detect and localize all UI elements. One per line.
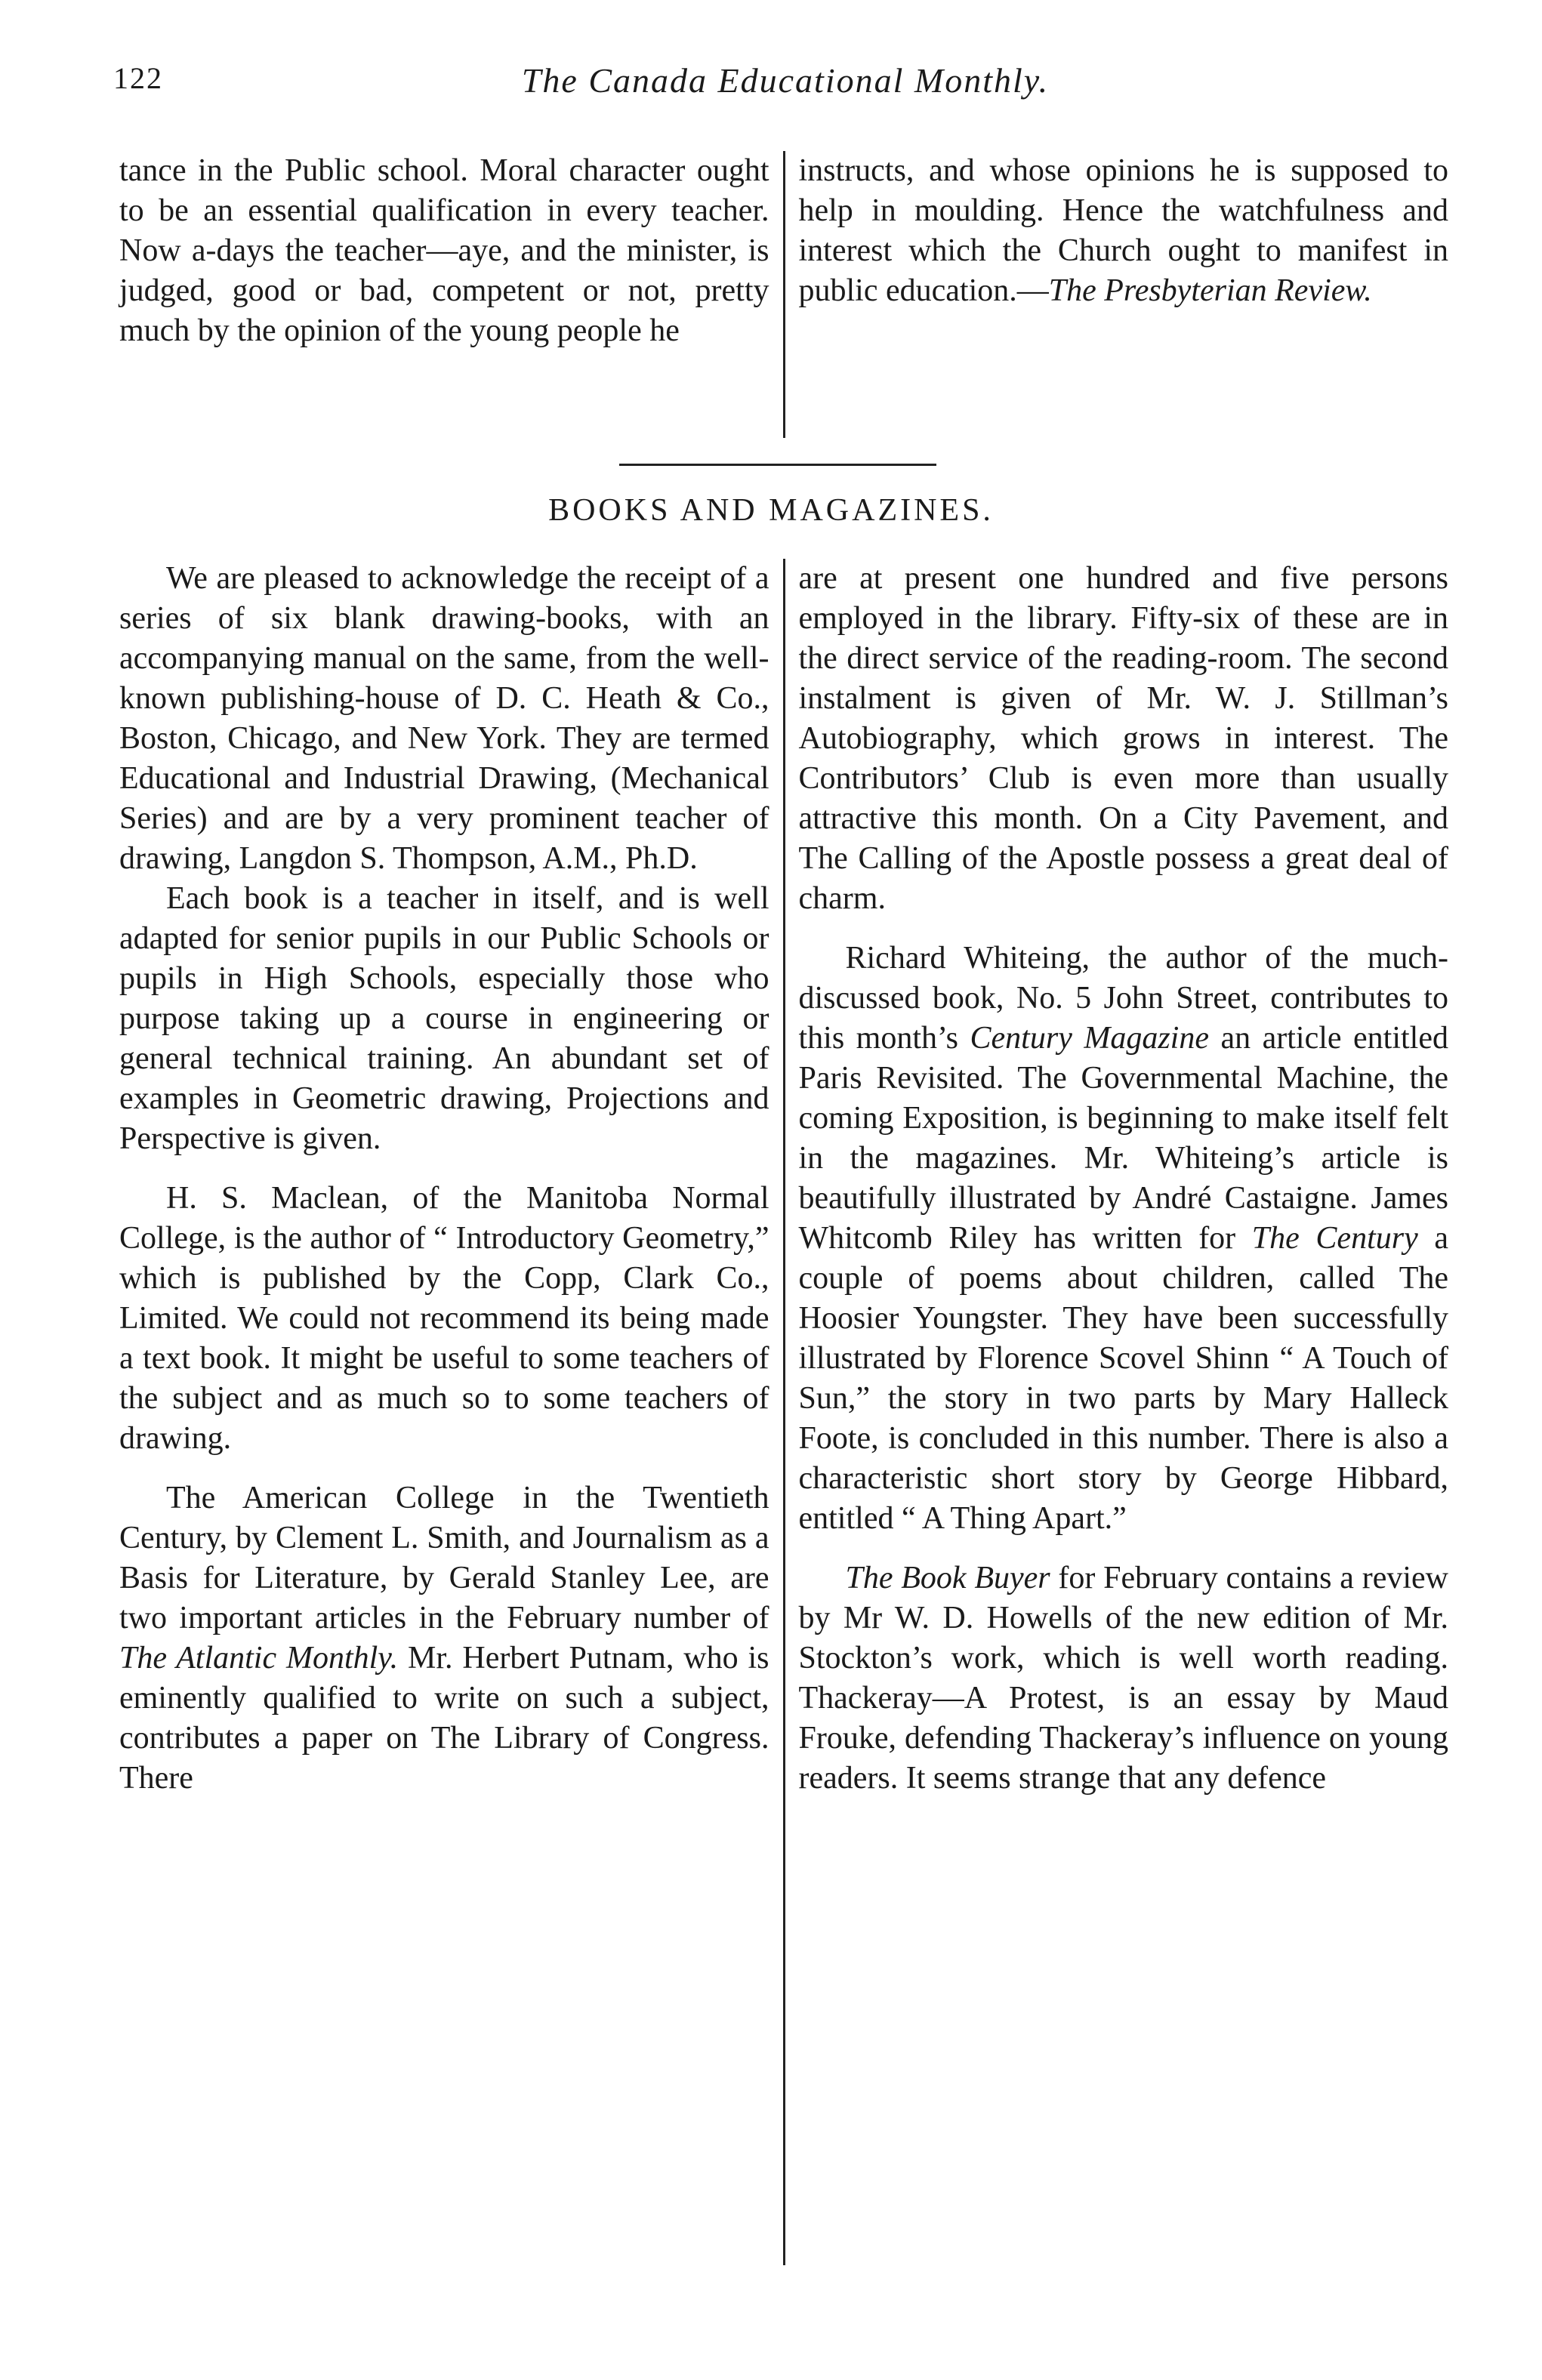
right-paragraph-3 xyxy=(799,1558,1449,1799)
right-column xyxy=(785,559,1449,2265)
left-paragraph-1: We are pleased to acknowledge the receipt of a series of six blank drawing-books, with an accompanying manual on the same, from the well-known publishing-house of D. C. Heath & Co., Boston, Chicago, and New York. They are termed Educational and Industrial Drawing, (Mechanical Series) and are by a very prominent teacher of drawing, Langdon S. Thompson, A.M., Ph.D. xyxy=(119,561,769,876)
right-p2-title-2: The Century xyxy=(1251,1221,1418,1256)
left-column xyxy=(119,559,783,2265)
section-divider xyxy=(619,464,936,466)
right-p2-text-b: an article entitled Paris Revisited. The Governmental Machine, the coming Exposition, is beginning to make itself felt in the magazines. Mr. Whiteing’s article is beautifully illustrated by André Castaigne. James Whitcomb Riley has written for xyxy=(798,1021,1448,1256)
top-columns xyxy=(119,151,1448,438)
top-right-text: instructs, and whose opinions he is supposed to help in moulding. Hence the watchfulness and interest which the Church ought to manifest in public education.— xyxy=(798,153,1448,308)
left-p4-title: The Atlantic Monthly. xyxy=(119,1641,399,1676)
body-columns xyxy=(119,559,1448,2265)
right-p3-text: for February contains a review by Mr W. D. Howells of the new edition of Mr. Stockton’s work, which is well worth reading. Thackeray—A Protest, is an essay by Maud Frouke, defending Thackeray’s influence on young readers. It seems strange that any defence xyxy=(798,1561,1448,1796)
section-title: BOOKS AND MAGAZINES. xyxy=(548,493,994,528)
page-header xyxy=(113,60,1457,113)
left-paragraph-4 xyxy=(119,1478,769,1799)
right-p2-text-c: a couple of poems about children, called The Hoosier Youngster. They have been successfully illustrated by Florence Scovel Shinn “ A Touch of Sun,” the story in two parts by Mary Halleck Foote, is concluded in this number. There is also a characteristic short story by George Hibbard, entitled “ A Thing Apart.” xyxy=(798,1221,1448,1536)
left-paragraph-3: H. S. Maclean, of the Manitoba Normal College, is the author of “ Introductory Geometry,” which is published by the Copp, Clark Co., Limited. We could not recommend its being made a text book. It might be useful to some teachers of the subject and as much so to some teachers of drawing. xyxy=(119,1181,769,1456)
top-right-column xyxy=(785,151,1449,438)
left-paragraph-2: Each book is a teacher in itself, and is well adapted for senior pupils in our Public Schools or pupils in High Schools, especially those who purpose taking up a course in engineering or general technical training. An abundant set of examples in Geometric drawing, Projections and Perspective is given. xyxy=(119,881,769,1156)
right-paragraph-2 xyxy=(799,939,1449,1539)
top-right-source: The Presbyterian Review. xyxy=(1048,273,1372,308)
right-p3-title: The Book Buyer xyxy=(845,1561,1050,1595)
left-p4-text-a: The American College in the Twentieth Century, by Clement L. Smith, and Journalism as a Basis for Literature, by Gerald Stanley Lee, are two important articles in the February number of xyxy=(119,1481,769,1635)
left-p4-text-b: Mr. Herbert Putnam, who is eminently qualified to write on such a subject, contributes a paper on The Library of Congress. There xyxy=(119,1641,769,1796)
top-left-column xyxy=(119,151,783,438)
page-number: 122 xyxy=(113,61,163,95)
right-paragraph-1: are at present one hundred and five persons employed in the library. Fifty-six of these are in the direct service of the reading-room. The second instalment is given of Mr. W. J. Stillman’s Autobiography, which grows in interest. The Contributors’ Club is even more than usually attractive this month. On a City Pavement, and The Calling of the Apostle possess a great deal of charm. xyxy=(798,561,1448,916)
top-right-paragraph xyxy=(799,151,1449,311)
right-p2-title-1: Century Magazine xyxy=(970,1021,1209,1056)
right-p2-text-a: Richard Whiteing, the author of the much-discussed book, No. 5 John Street, contributes to this month’s xyxy=(798,941,1448,1056)
top-left-paragraph: tance in the Public school. Moral character ought to be an essential qualification in every teacher. Now a-days the teacher—aye, and the minister, is judged, good or bad, competent or not, pretty much by the opinion of the young people he xyxy=(119,153,769,348)
running-title: The Canada Educational Monthly. xyxy=(521,61,1050,100)
